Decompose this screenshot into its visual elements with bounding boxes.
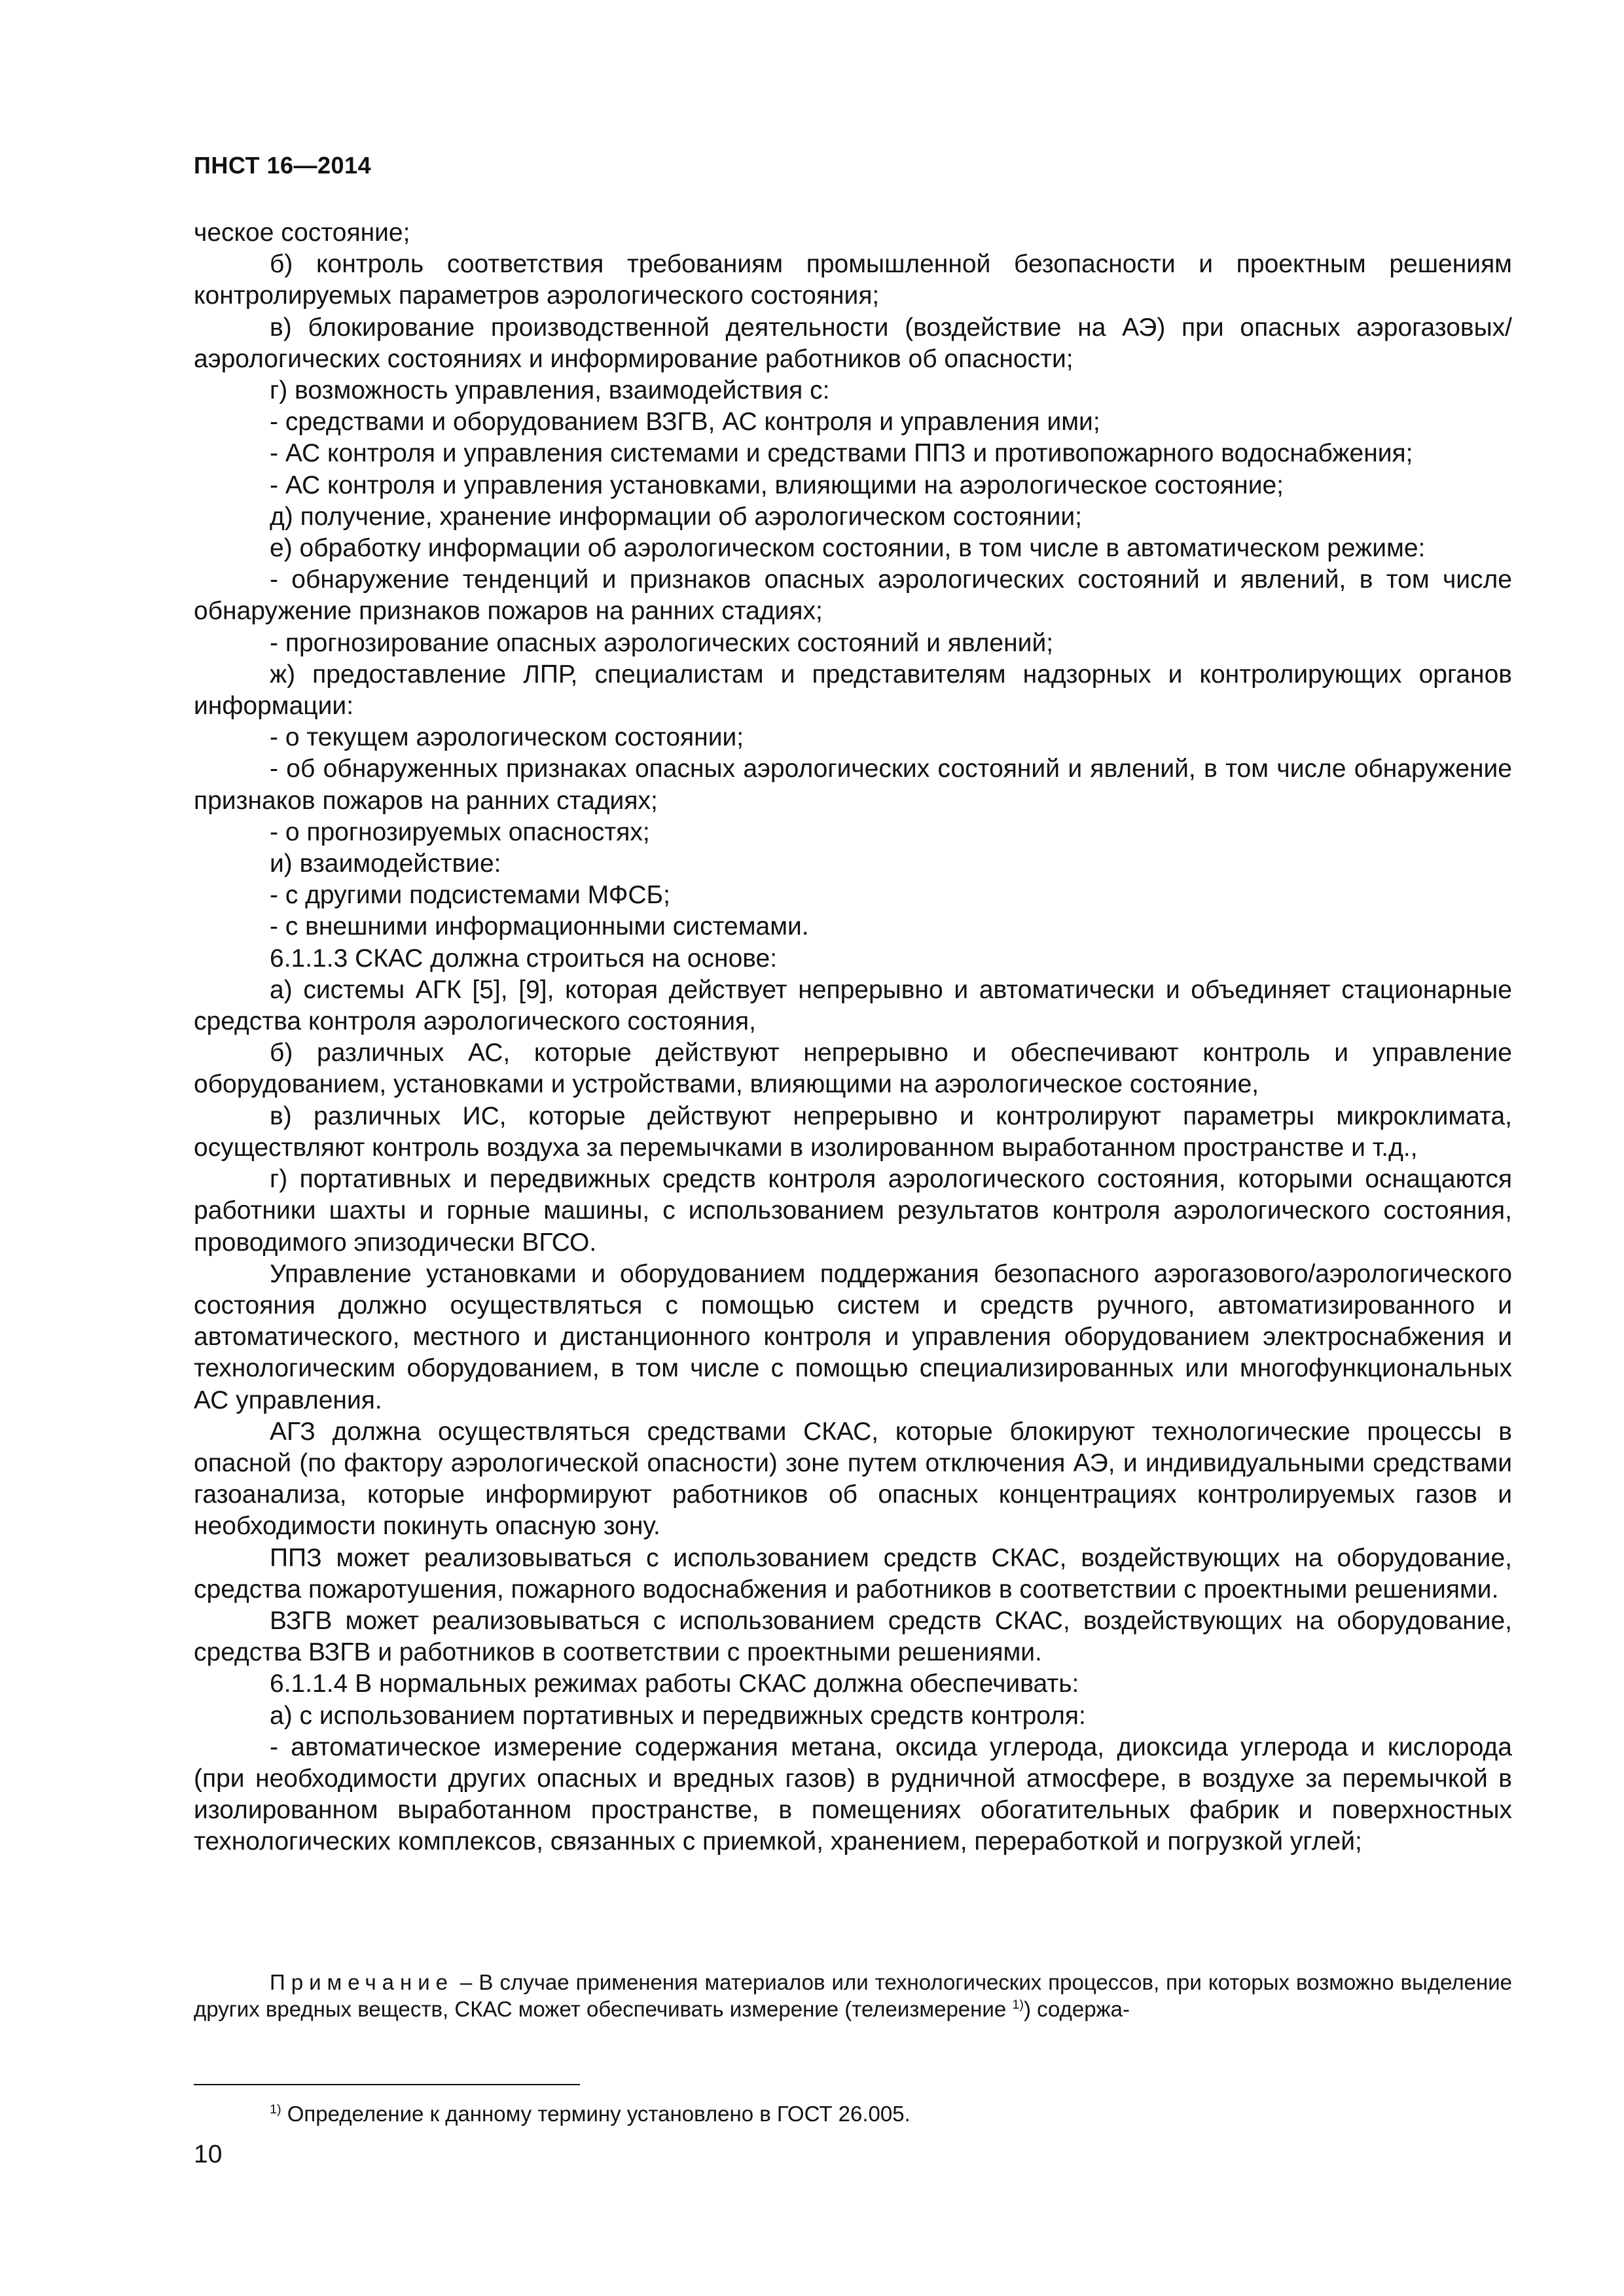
body-paragraph: б) контроль соответствия требованиям промышленной безопасности и проектным решениям контролируемых параметров аэрологического состояния;	[194, 250, 1512, 310]
body-paragraph: е) обработку информации об аэрологическом состоянии, в том числе в автоматическом режиме:	[270, 534, 1426, 563]
body-paragraph: - о текущем аэрологическом состоянии;	[270, 723, 744, 752]
body-paragraph: - АС контроля и управления системами и средствами ППЗ и противопожарного водоснабжения;	[270, 439, 1413, 468]
body-paragraph: б) различных АС, которые действуют непрерывно и обеспечивают контроль и управление оборудованием, установками и устройствами, влияющими на аэрологическое состояние,	[194, 1039, 1512, 1099]
body-paragraph: ческое состояние;	[194, 219, 410, 247]
note-text-before: – В случае применения материалов или технологических процессов, при которых возможно выделение других вредных веществ, СКАС может обеспечивать измерение (телеизмерение	[194, 1970, 1512, 2021]
body-paragraph: а) с использованием портативных и передвижных средств контроля:	[270, 1701, 1086, 1730]
footnote-text: Определение к данному термину установлено в ГОСТ 26.005.	[281, 2102, 911, 2126]
body-paragraph: АГЗ должна осуществляться средствами СКАС, которые блокируют технологические процессы в опасной (по фактору аэрологической опасности) зоне путем отключения АЭ, и индивидуальными средствами газоанализа, которые информируют работников об опасных концентрациях контролируемых газов и необходимости покинуть опасную зону.	[194, 1417, 1512, 1541]
note-label: Примечание	[270, 1970, 454, 1994]
body-paragraph: г) возможность управления, взаимодействия с:	[270, 376, 830, 405]
page-number: 10	[194, 2140, 223, 2168]
body-paragraph: - об обнаруженных признаках опасных аэрологических состояний и явлений, в том числе обнаружение признаков пожаров на ранних стадиях;	[194, 755, 1512, 815]
body-paragraph: д) получение, хранение информации об аэрологическом состоянии;	[270, 502, 1082, 531]
body-paragraph: ВЗГВ может реализовываться с использованием средств СКАС, воздействующих на оборудование, средства ВЗГВ и работников в соответствии с проектными решениями.	[194, 1606, 1512, 1667]
body-paragraph: ППЗ может реализовываться с использованием средств СКАС, воздействующих на оборудование, средства пожаротушения, пожарного водоснабжения и работников в соответствии с проектными решениями.	[194, 1543, 1512, 1604]
body-paragraph: 6.1.1.3 СКАС должна строиться на основе:	[270, 944, 778, 973]
footnote-separator	[194, 2084, 580, 2085]
body-paragraph: г) портативных и передвижных средств контроля аэрологического состояния, которыми оснащаются работники шахты и горные машины, с использованием результатов контроля аэрологического состояния, проводимого эпизодически ВГСО.	[194, 1165, 1512, 1257]
body-paragraph: Управление установками и оборудованием поддержания безопасного аэрогазового/аэрологического состояния должно осуществляться с помощью систем и средств ручного, автоматизированного и автоматического, местного и дистанционного контроля и управления оборудованием электроснабжения и технологическим оборудованием, в том числе с помощью специализированных или многофункциональных АС управления.	[194, 1259, 1512, 1414]
body-paragraph: - автоматическое измерение содержания метана, оксида углерода, диоксида углерода и кислорода (при необходимости других опасных и вредных газов) в рудничной атмосфере, в воздухе за перемычкой в изолированном выработанном пространстве, в помещениях обогатительных фабрик и поверхностных технологических комплексов, связанных с приемкой, хранением, переработкой и погрузкой углей;	[194, 1732, 1512, 1856]
note-text-after: ) содержа-	[1023, 1997, 1130, 2021]
body-paragraph: и) взаимодействие:	[270, 850, 501, 878]
footnote	[270, 2101, 911, 2127]
body-paragraph: ж) предоставление ЛПР, специалистам и представителям надзорных и контролирующих органов информации:	[194, 660, 1512, 721]
note-paragraph	[194, 1969, 1512, 2022]
document-designation: ПНСТ 16—2014	[194, 152, 372, 179]
body-paragraph: 6.1.1.4 В нормальных режимах работы СКАС должна обеспечивать:	[270, 1670, 1079, 1698]
body-paragraph: - с другими подсистемами МФСБ;	[270, 881, 670, 910]
body-paragraph: а) системы АГК [5], [9], которая действует непрерывно и автоматически и объединяет стационарные средства контроля аэрологического состояния,	[194, 975, 1512, 1036]
body-paragraph: в) различных ИС, которые действуют непрерывно и контролируют параметры микроклимата, осуществляют контроль воздуха за перемычками в изолированном выработанном пространстве и т.д.,	[194, 1102, 1512, 1162]
note-footnote-marker: 1)	[1012, 1998, 1024, 2012]
note-block	[194, 1969, 1512, 2022]
body-paragraph: в) блокирование производственной деятельности (воздействие на АЭ) при опасных аэрогазовых/аэрологических состояниях и информирование работников об опасности;	[194, 313, 1512, 373]
body-text	[194, 217, 1512, 1858]
body-paragraph: - АС контроля и управления установками, влияющими на аэрологическое состояние;	[270, 471, 1284, 499]
footnote-marker: 1)	[270, 2102, 281, 2117]
body-paragraph: - прогнозирование опасных аэрологических состояний и явлений;	[270, 628, 1054, 657]
body-paragraph: - о прогнозируемых опасностях;	[270, 817, 650, 846]
body-paragraph: - средствами и оборудованием ВЗГВ, АС контроля и управления ими;	[270, 408, 1100, 437]
body-paragraph: - с внешними информационными системами.	[270, 912, 809, 941]
body-paragraph: - обнаружение тенденций и признаков опасных аэрологических состояний и явлений, в том числе обнаружение признаков пожаров на ранних стадиях;	[194, 565, 1512, 626]
